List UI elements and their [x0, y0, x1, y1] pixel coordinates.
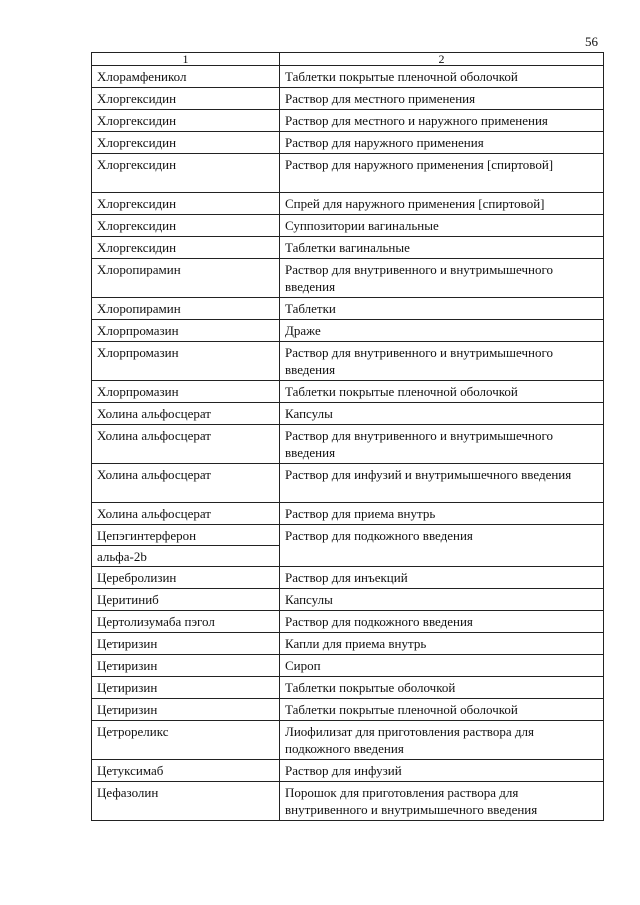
- table-row: [92, 677, 604, 699]
- drug-name-cell: Цетиризин: [92, 655, 280, 677]
- drug-name-cell: Цетуксимаб: [92, 760, 280, 782]
- table-row: [92, 464, 604, 503]
- dosage-form-cell: Таблетки покрытые пленочной оболочкой: [280, 381, 604, 403]
- drug-name-cell: Цетиризин: [92, 633, 280, 655]
- dosage-form-cell: Раствор для внутривенного и внутримышечного введения: [280, 342, 604, 381]
- drug-name-cell: Хлоргексидин: [92, 215, 280, 237]
- table-row: [92, 215, 604, 237]
- dosage-form-cell: Раствор для подкожного введения: [280, 525, 604, 567]
- page-number: 56: [585, 34, 598, 49]
- dosage-form-cell: Суппозитории вагинальные: [280, 215, 604, 237]
- table-row: [92, 88, 604, 110]
- drug-name-cell-continuation: альфа-2b: [92, 546, 280, 567]
- dosage-form-cell: Раствор для наружного применения [спиртовой]: [280, 154, 604, 193]
- drug-name-cell: Хлоропирамин: [92, 259, 280, 298]
- table-row: [92, 132, 604, 154]
- drug-name-cell: Холина альфосцерат: [92, 425, 280, 464]
- table-row: [92, 193, 604, 215]
- dosage-form-cell: Раствор для местного применения: [280, 88, 604, 110]
- column-header-1: 1: [92, 53, 280, 66]
- table-row: [92, 66, 604, 88]
- table-row: [92, 589, 604, 611]
- drug-name-cell: Цефазолин: [92, 782, 280, 821]
- dosage-form-cell: Раствор для инъекций: [280, 567, 604, 589]
- table-row: [92, 298, 604, 320]
- dosage-form-cell: Раствор для наружного применения: [280, 132, 604, 154]
- dosage-form-cell: Раствор для внутривенного и внутримышечного введения: [280, 425, 604, 464]
- dosage-form-cell: Капсулы: [280, 403, 604, 425]
- dosage-form-cell: Раствор для инфузий и внутримышечного введения: [280, 464, 604, 503]
- drug-name-cell: Хлорпромазин: [92, 381, 280, 403]
- table-row: [92, 611, 604, 633]
- drug-name-cell: Хлорамфеникол: [92, 66, 280, 88]
- table-row: [92, 237, 604, 259]
- dosage-form-cell: Капсулы: [280, 589, 604, 611]
- table-row: [92, 320, 604, 342]
- table-row: [92, 154, 604, 193]
- table-row: [92, 403, 604, 425]
- column-header-2: 2: [280, 53, 604, 66]
- drug-name-cell: Холина альфосцерат: [92, 503, 280, 525]
- drug-name-cell: Хлоргексидин: [92, 110, 280, 132]
- table-row: [92, 503, 604, 525]
- drug-name-cell: Холина альфосцерат: [92, 464, 280, 503]
- table-row: [92, 525, 604, 546]
- dosage-form-cell: Раствор для местного и наружного применения: [280, 110, 604, 132]
- dosage-form-cell: Таблетки покрытые пленочной оболочкой: [280, 66, 604, 88]
- dosage-form-cell: Таблетки покрытые оболочкой: [280, 677, 604, 699]
- dosage-form-cell: Сироп: [280, 655, 604, 677]
- dosage-form-cell: Таблетки: [280, 298, 604, 320]
- table-row: [92, 633, 604, 655]
- table-row: [92, 342, 604, 381]
- table-header-row: [92, 53, 604, 66]
- table-row: [92, 381, 604, 403]
- drug-name-cell: Хлоргексидин: [92, 88, 280, 110]
- drug-name-cell: Холина альфосцерат: [92, 403, 280, 425]
- table-row: [92, 567, 604, 589]
- dosage-form-cell: Спрей для наружного применения [спиртовой]: [280, 193, 604, 215]
- drug-table: [91, 52, 604, 821]
- dosage-form-cell: Порошок для приготовления раствора для внутривенного и внутримышечного введения: [280, 782, 604, 821]
- drug-name-cell: Хлоргексидин: [92, 193, 280, 215]
- drug-name-cell: Хлоргексидин: [92, 237, 280, 259]
- table-row: [92, 760, 604, 782]
- table-row: [92, 425, 604, 464]
- drug-name-cell: Хлоргексидин: [92, 132, 280, 154]
- dosage-form-cell: Раствор для приема внутрь: [280, 503, 604, 525]
- table-row: [92, 259, 604, 298]
- drug-name-cell: Церитиниб: [92, 589, 280, 611]
- table-row: [92, 782, 604, 821]
- drug-name-cell: Цепэгинтерферон: [92, 525, 280, 546]
- drug-name-cell: Хлоропирамин: [92, 298, 280, 320]
- drug-name-cell: Хлорпромазин: [92, 342, 280, 381]
- dosage-form-cell: Раствор для подкожного введения: [280, 611, 604, 633]
- drug-name-cell: Цетрореликс: [92, 721, 280, 760]
- drug-name-cell: Цертолизумаба пэгол: [92, 611, 280, 633]
- table-row: [92, 655, 604, 677]
- dosage-form-cell: Раствор для внутривенного и внутримышечного введения: [280, 259, 604, 298]
- dosage-form-cell: Раствор для инфузий: [280, 760, 604, 782]
- dosage-form-cell: Таблетки вагинальные: [280, 237, 604, 259]
- table-row: [92, 110, 604, 132]
- dosage-form-cell: Таблетки покрытые пленочной оболочкой: [280, 699, 604, 721]
- table-row: [92, 699, 604, 721]
- drug-name-cell: Цетиризин: [92, 699, 280, 721]
- drug-name-cell: Хлоргексидин: [92, 154, 280, 193]
- table-row: [92, 721, 604, 760]
- dosage-form-cell: Лиофилизат для приготовления раствора для подкожного введения: [280, 721, 604, 760]
- drug-name-cell: Церебролизин: [92, 567, 280, 589]
- dosage-form-cell: Капли для приема внутрь: [280, 633, 604, 655]
- dosage-form-cell: Драже: [280, 320, 604, 342]
- drug-name-cell: Хлорпромазин: [92, 320, 280, 342]
- drug-name-cell: Цетиризин: [92, 677, 280, 699]
